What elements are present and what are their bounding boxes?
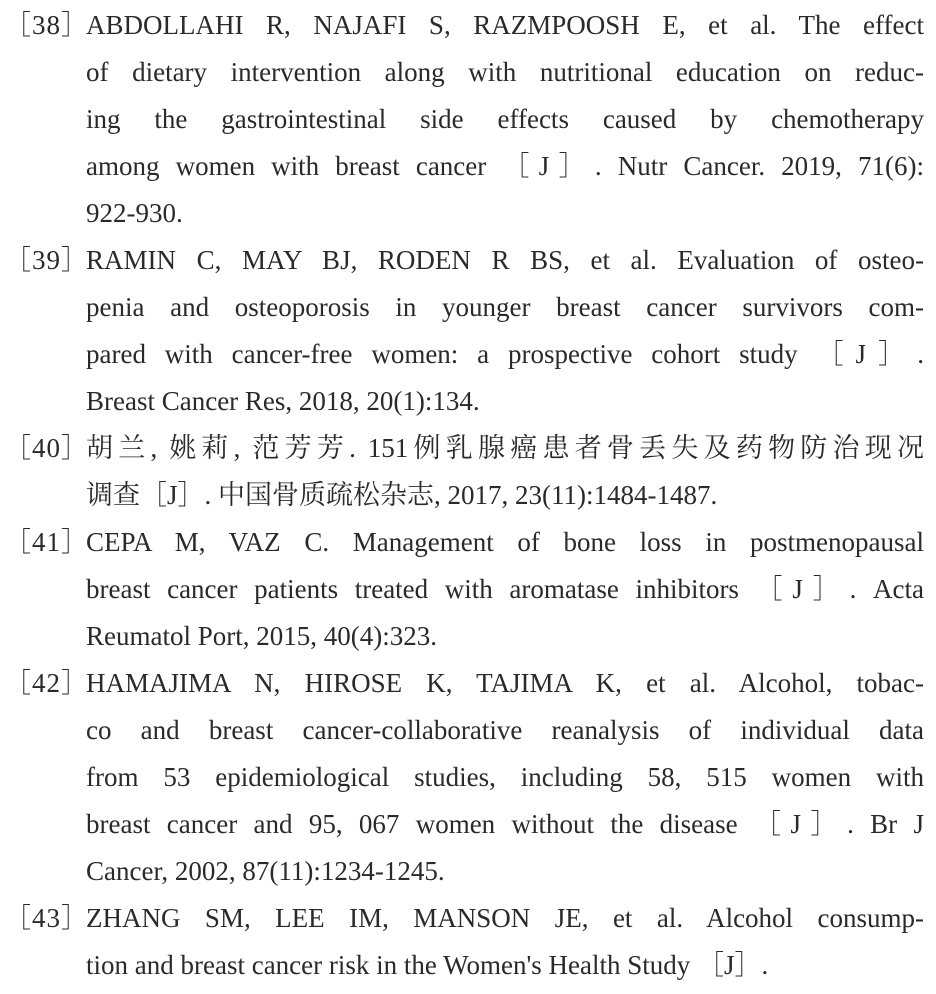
reference-list	[0, 2, 936, 989]
reference-text-line: HAMAJIMA N, HIROSE K, TAJIMA K, et al. Alcohol, tobac-	[86, 668, 924, 698]
reference-number: ［43］	[4, 903, 89, 933]
reference-item	[0, 237, 936, 425]
reference-text-line: Reumatol Port, 2015, 40(4):323.	[86, 621, 437, 651]
reference-text-line: ZHANG SM, LEE IM, MANSON JE, et al. Alcohol consump-	[86, 903, 924, 933]
reference-number: ［42］	[4, 668, 89, 698]
reference-text-line: pared with cancer-free women: a prospective cohort study ［J］.	[86, 339, 924, 369]
reference-text-line: ABDOLLAHI R, NAJAFI S, RAZMPOOSH E, et al. The effect	[86, 10, 924, 40]
reference-text-line: CEPA M, VAZ C. Management of bone loss in postmenopausal	[86, 527, 924, 557]
reference-text-line: tion and breast cancer risk in the Women's Health Study ［J］.	[86, 950, 769, 980]
reference-text-line: Breast Cancer Res, 2018, 20(1):134.	[86, 386, 480, 416]
reference-text-line: Cancer, 2002, 87(11):1234-1245.	[86, 856, 445, 886]
reference-text-line: co and breast cancer-collaborative reanalysis of individual data	[86, 715, 924, 745]
reference-text-line: from 53 epidemiological studies, including 58, 515 women with	[86, 762, 924, 792]
reference-text-line: among women with breast cancer ［J］. Nutr Cancer. 2019, 71(6):	[86, 151, 924, 181]
reference-text-line: 922-930.	[86, 198, 183, 228]
reference-item	[0, 660, 936, 895]
reference-text-line: 胡兰, 姚莉, 范芳芳. 151例乳腺癌患者骨丢失及药物防治现况	[86, 433, 924, 463]
reference-text-line: breast cancer and 95, 067 women without the disease ［J］. Br J	[86, 809, 924, 839]
reference-item	[0, 895, 936, 989]
reference-text-line: of dietary intervention along with nutritional education on reduc-	[86, 57, 924, 87]
reference-number: ［38］	[4, 10, 89, 40]
reference-item	[0, 425, 936, 519]
reference-number: ［40］	[4, 433, 89, 463]
reference-item	[0, 2, 936, 237]
reference-text-line: 调查［J］. 中国骨质疏松杂志, 2017, 23(11):1484-1487.	[86, 480, 718, 510]
reference-text-line: penia and osteoporosis in younger breast cancer survivors com-	[86, 292, 924, 322]
reference-number: ［41］	[4, 527, 89, 557]
reference-text-line: ing the gastrointestinal side effects caused by chemotherapy	[86, 104, 924, 134]
reference-number: ［39］	[4, 245, 89, 275]
reference-text-line: RAMIN C, MAY BJ, RODEN R BS, et al. Evaluation of osteo-	[86, 245, 924, 275]
reference-text-line: breast cancer patients treated with aromatase inhibitors ［J］. Acta	[86, 574, 924, 604]
reference-item	[0, 519, 936, 660]
